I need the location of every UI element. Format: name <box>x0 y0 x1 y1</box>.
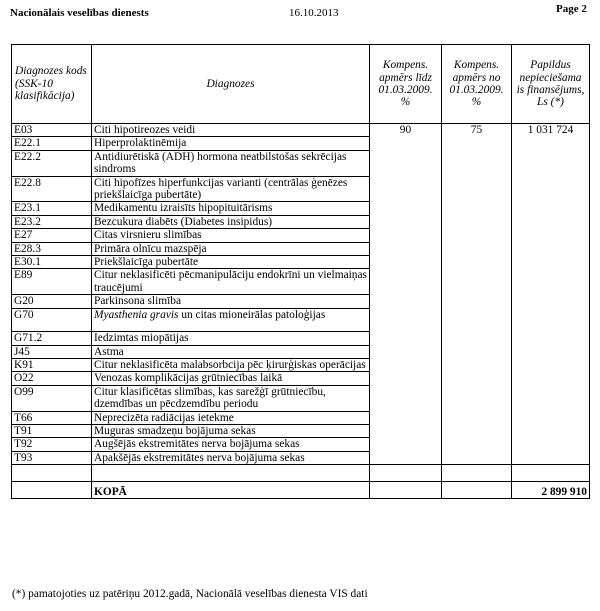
diagnosis-code: E23.2 <box>12 215 92 228</box>
diagnosis-code: E03 <box>12 124 92 137</box>
table-row <box>12 124 590 137</box>
diagnosis-code: O22 <box>12 372 92 385</box>
diagnosis-code: T93 <box>12 451 92 464</box>
total-empty-cell <box>370 482 442 499</box>
diagnosis-code: T91 <box>12 424 92 437</box>
diagnosis-code: T92 <box>12 438 92 451</box>
diagnosis-code: T66 <box>12 411 92 424</box>
diagnosis-name: Priekšlaicīga pubertāte <box>92 256 370 269</box>
total-code-cell <box>12 482 92 499</box>
diagnosis-name: Citur klasificētas slimības, kas sarežģī grūtniecību, dzemdības un pēcdzemdību periodu <box>92 385 370 411</box>
page-number: Page 2 <box>556 3 587 15</box>
blank-cell <box>442 465 512 482</box>
total-value: 2 899 910 <box>512 482 590 499</box>
diagnosis-name: Neprecizēta radiācijas ietekme <box>92 411 370 424</box>
diagnosis-code: K91 <box>12 358 92 371</box>
merged-comp-from: 75 <box>442 124 512 465</box>
diagnosis-name <box>92 308 370 331</box>
column-header-comp-until: Kompens. apmērs līdz 01.03.2009. % <box>370 45 442 124</box>
diagnosis-name: Citi hipotireozes veidi <box>92 124 370 137</box>
column-header-comp-from: Kompens. apmērs no 01.03.2009. % <box>442 45 512 124</box>
diagnosis-code: G70 <box>12 308 92 331</box>
diagnosis-name: Iedzimtas miopātijas <box>92 332 370 345</box>
column-header-code: Diagnozes kods (SSK-10 klasifikācija) <box>12 45 92 124</box>
diagnosis-name: Astma <box>92 345 370 358</box>
diagnosis-name: Parkinsona slimība <box>92 295 370 308</box>
table-header-row <box>12 45 590 124</box>
total-row <box>12 482 590 499</box>
diagnosis-name: Muguras smadzeņu bojājuma sekas <box>92 424 370 437</box>
diagnosis-code: E27 <box>12 229 92 242</box>
merged-comp-until: 90 <box>370 124 442 465</box>
document-date: 16.10.2013 <box>289 7 339 19</box>
diagnosis-code: G71.2 <box>12 332 92 345</box>
blank-cell <box>512 465 590 482</box>
diagnosis-name: Bezcukura diabēts (Diabetes insipidus) <box>92 215 370 228</box>
diagnosis-code: E28.3 <box>12 242 92 255</box>
diagnosis-name: Apakšējās ekstremitātes nerva bojājuma sekas <box>92 451 370 464</box>
merged-extra-funding: 1 031 724 <box>512 124 590 465</box>
diagnosis-name-latin: Myasthenia gravis <box>94 308 179 321</box>
total-empty-cell <box>442 482 512 499</box>
diagnosis-code: O99 <box>12 385 92 411</box>
blank-cell <box>370 465 442 482</box>
footnote: (*) pamatojoties uz patēriņu 2012.gadā, Nacionālā veselības dienesta VIS dati <box>12 588 368 600</box>
diagnosis-code: G20 <box>12 295 92 308</box>
diagnosis-name: Citur neklasificēti pēcmanipulāciju endokrīni un vielmaiņas traucējumi <box>92 269 370 295</box>
column-header-extra-funding: Papildus nepieciešama is finansējums, Ls (*) <box>512 45 590 124</box>
diagnosis-name: Hiperprolaktinēmija <box>92 137 370 150</box>
total-label: KOPĀ <box>92 482 370 499</box>
blank-cell <box>92 465 370 482</box>
organization-name: Nacionālais veselības dienests <box>10 7 149 19</box>
blank-row <box>12 465 590 482</box>
diagnosis-name: Augšējās ekstremitātes nerva bojājuma sekas <box>92 438 370 451</box>
diagnosis-name: Primāra olnīcu mazspēja <box>92 242 370 255</box>
diagnosis-name: Antidiurētiskā (ADH) hormona neatbilstošas sekrēcijas sindroms <box>92 150 370 176</box>
diagnosis-name: Citi hipofīzes hiperfunkcijas varianti (centrālas ģenēzes priekšlaicīga pubertāte) <box>92 176 370 202</box>
diagnosis-code: E23.1 <box>12 202 92 215</box>
blank-cell <box>12 465 92 482</box>
diagnosis-code: E22.2 <box>12 150 92 176</box>
diagnosis-name: Venozas komplikācijas grūtniecības laikā <box>92 372 370 385</box>
diagnosis-name: Medikamentu izraisīts hipopituitārisms <box>92 202 370 215</box>
diagnosis-code: E30.1 <box>12 256 92 269</box>
diagnosis-name-rest: un citas mioneirālas patoloģijas <box>178 308 326 321</box>
diagnosis-code: E22.1 <box>12 137 92 150</box>
diagnosis-name: Citas virsnieru slimības <box>92 229 370 242</box>
diagnosis-code: E89 <box>12 269 92 295</box>
diagnosis-code: E22.8 <box>12 176 92 202</box>
diagnosis-code: J45 <box>12 345 92 358</box>
column-header-diagnosis: Diagnozes <box>92 45 370 124</box>
diagnoses-table <box>11 44 590 499</box>
diagnosis-name: Citur neklasificēta malabsorbcija pēc ķirurģiskas operācijas <box>92 358 370 371</box>
